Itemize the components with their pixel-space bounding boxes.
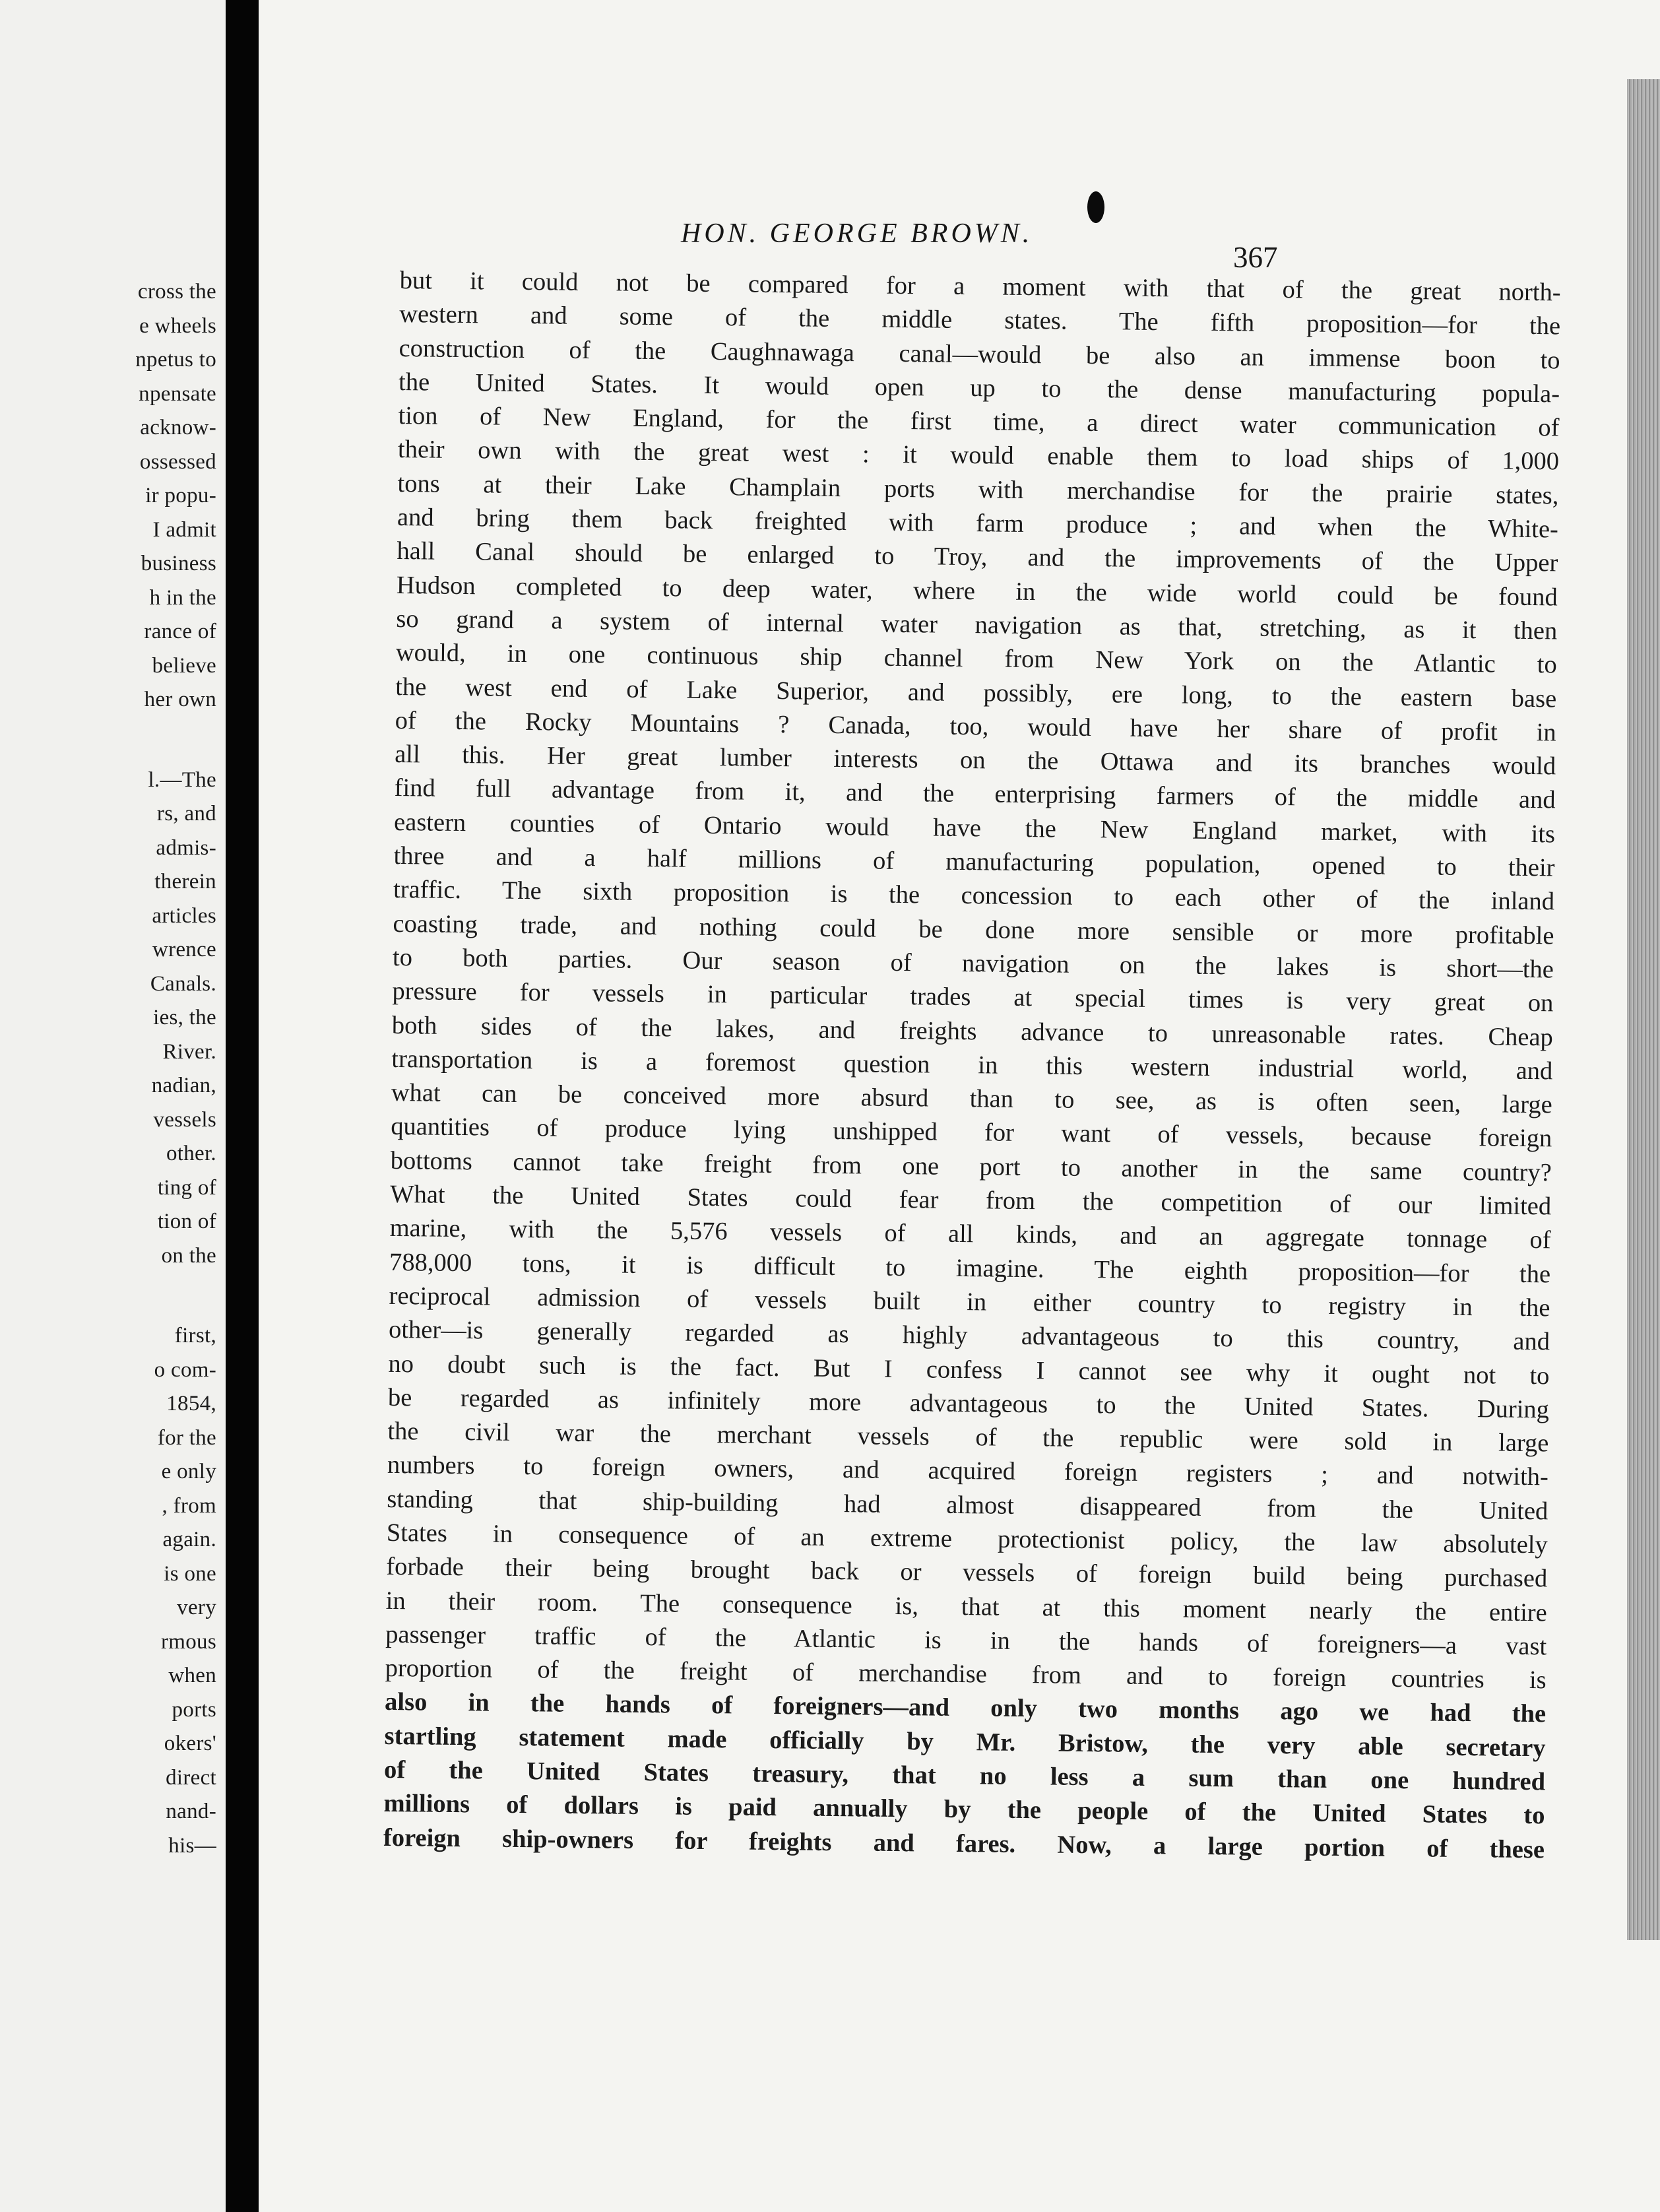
text-line: coasting trade, and nothing could be done more sensible or more profitable — [393, 909, 1554, 950]
left-page-line: first, — [174, 1324, 216, 1348]
left-page-line: 1854, — [166, 1392, 216, 1415]
left-page-line: rs, and — [156, 802, 216, 826]
left-page-line: npensate — [139, 381, 216, 406]
text-line: reciprocal admission of vessels built in either country to registry in the — [389, 1282, 1550, 1322]
left-page-line: is one — [164, 1561, 216, 1586]
text-line: three and a half millions of manufacturing population, opened to their — [393, 841, 1555, 882]
left-page-line: rance of — [144, 620, 216, 643]
text-line: their own with the great west : it would enable them to load ships of 1,000 — [397, 436, 1560, 476]
text-line: the civil war the merchant vessels of the republic were sold in large — [387, 1417, 1549, 1458]
text-line: both sides of the lakes, and freights advance to unreasonable rates. Cheap — [391, 1011, 1554, 1051]
left-page — [0, 0, 226, 2212]
body-text — [383, 264, 1561, 1867]
left-page-line: acknow- — [140, 416, 216, 439]
text-line: numbers to foreign owners, and acquired foreign registers ; and notwith- — [387, 1451, 1549, 1491]
text-line: so grand a system of internal water navigation as that, stretching, as it then — [396, 604, 1558, 645]
running-head: HON. GEORGE BROWN. — [681, 218, 1033, 249]
text-line: and bring them back freighted with farm produce ; and when the White- — [397, 504, 1559, 544]
left-page-line: admis- — [156, 835, 216, 860]
text-line: marine, with the 5,576 vessels of all kinds, and an aggregate tonnage of — [389, 1214, 1551, 1254]
left-page-line: when — [168, 1664, 216, 1687]
left-page-line: e wheels — [139, 313, 216, 338]
text-line: tion of New England, for the first time, a direct water communication of — [398, 402, 1560, 442]
text-line: proportion of the freight of merchandise from and to foreign countries is — [385, 1654, 1547, 1695]
left-page-line: direct — [166, 1765, 216, 1790]
text-line: hall Canal should be enlarged to Troy, and the improvements of the Upper — [397, 537, 1558, 577]
text-line: of the Rocky Mountains ? Canada, too, would have her share of profit in — [395, 706, 1556, 747]
left-page-line: vessels — [153, 1107, 216, 1132]
left-page-line: ies, the — [153, 1006, 216, 1029]
left-page-line: e only — [161, 1460, 216, 1483]
text-line: find full advantage from it, and the enterprising farmers of the middle and — [394, 774, 1556, 814]
text-line: what can be conceived more absurd than to see, as is often seen, large — [391, 1079, 1552, 1119]
left-page-line: ir popu- — [145, 484, 216, 507]
left-page-line: his— — [168, 1833, 216, 1858]
left-page-line: tion of — [157, 1210, 216, 1233]
text-line: forbade their being brought back or vessels of foreign build being purchased — [386, 1553, 1548, 1593]
text-line: the United States. It would open up to the dense manufacturing popula- — [398, 368, 1560, 408]
page-number: 367 — [1233, 241, 1278, 274]
text-line: in their room. The consequence is, that at this moment nearly the entire — [385, 1586, 1547, 1627]
text-line: also in the hands of foreigners—and only two months ago we had the — [384, 1688, 1547, 1728]
text-line: construction of the Caughnawaga canal—would be also an immense boon to — [399, 334, 1560, 375]
text-line: quantities of produce lying unshipped for want of vessels, because foreign — [391, 1113, 1552, 1153]
text-line: What the United States could fear from the competition of our limited — [390, 1180, 1552, 1221]
left-page-line: other. — [166, 1142, 216, 1165]
left-page-line: o com- — [154, 1357, 216, 1382]
text-line: Hudson completed to deep water, where in the wide world could be found — [396, 571, 1558, 612]
text-line: of the United States treasury, that no less a sum than one hundred — [383, 1755, 1546, 1796]
left-page-line: Canals. — [150, 971, 216, 996]
left-page-line: River. — [162, 1039, 216, 1064]
left-page-line: okers' — [164, 1732, 216, 1755]
left-page-line: rmous — [161, 1629, 216, 1654]
text-line: 788,000 tons, it is difficult to imagine. The eighth proposition—for the — [389, 1248, 1551, 1288]
text-line: transportation is a foremost question in this western industrial world, and — [391, 1045, 1553, 1086]
left-page-line: nand- — [166, 1800, 216, 1823]
left-page-line: l.—The — [148, 767, 216, 792]
text-line: be regarded as infinitely more advantageous to the United States. During — [387, 1383, 1550, 1424]
text-line: but it could not be compared for a moment with that of the great north- — [399, 266, 1561, 307]
ink-blot — [1087, 191, 1104, 223]
text-line: passenger traffic of the Atlantic is in the hands of foreigners—a vast — [385, 1620, 1547, 1661]
text-line: to both parties. Our season of navigation on the lakes is short—the — [392, 943, 1554, 984]
left-page-line: very — [177, 1596, 216, 1619]
left-page-line: therein — [154, 870, 216, 894]
left-page-line: ossessed — [139, 449, 216, 474]
left-page-line: h in the — [149, 585, 216, 610]
text-line: eastern counties of Ontario would have the New England market, with its — [393, 808, 1556, 849]
text-line: millions of dollars is paid annually by the people of the United States to — [383, 1790, 1545, 1830]
text-line: pressure for vessels in particular trades at special times is very great on — [392, 977, 1554, 1018]
text-line: startling statement made officially by Mr. Bristow, the very able secretary — [384, 1722, 1546, 1763]
left-page-line: articles — [152, 903, 216, 928]
text-line: no doubt such is the fact. But I confess I cannot see why it ought not to — [388, 1350, 1550, 1390]
text-line: western and some of the middle states. The fifth proposition—for the — [399, 300, 1561, 341]
left-page-line: , from — [162, 1493, 216, 1518]
text-line: traffic. The sixth proposition is the concession to each other of the inland — [393, 876, 1555, 916]
left-page-line: nadian, — [151, 1074, 216, 1097]
left-page-line: ting of — [157, 1175, 216, 1200]
page-edge-stack — [1627, 79, 1660, 1940]
left-page-line: again. — [162, 1528, 216, 1551]
text-line: all this. Her great lumber interests on the Ottawa and its branches would — [394, 740, 1556, 781]
text-line: foreign ship-owners for freights and fares. Now, a large portion of these — [383, 1823, 1545, 1864]
left-page-line: believe — [152, 653, 216, 678]
left-page-line: wrence — [152, 938, 216, 961]
text-line: States in consequence of an extreme protectionist policy, the law absolutely — [386, 1518, 1548, 1559]
left-page-line: npetus to — [135, 348, 216, 372]
left-page-line: I admit — [152, 517, 216, 542]
left-page-line: cross the — [137, 280, 216, 304]
left-page-line: for the — [157, 1425, 216, 1450]
text-line: would, in one continuous ship channel from New York on the Atlantic to — [395, 639, 1557, 679]
left-page-line: her own — [144, 688, 216, 711]
book-gutter — [226, 0, 259, 2212]
left-page-line: business — [141, 552, 216, 575]
text-line: bottoms cannot take freight from one port to another in the same country? — [390, 1146, 1552, 1187]
left-page-line: ports — [172, 1697, 216, 1722]
right-page — [259, 0, 1660, 2212]
left-page-line: on the — [161, 1243, 216, 1268]
text-line: standing that ship-building had almost disappeared from the United — [387, 1485, 1548, 1526]
text-line: tons at their Lake Champlain ports with merchandise for the prairie states, — [397, 469, 1559, 510]
text-line: other—is generally regarded as highly advantageous to this country, and — [388, 1316, 1550, 1356]
text-line: the west end of Lake Superior, and possibly, ere long, to the eastern base — [395, 672, 1557, 713]
